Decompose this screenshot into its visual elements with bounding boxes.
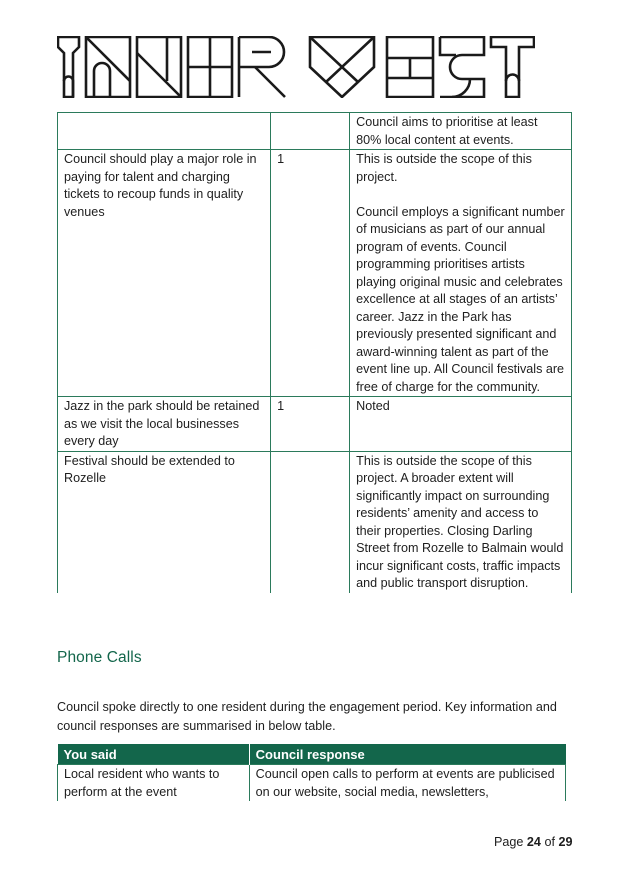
response-paragraph: Noted	[356, 399, 390, 413]
count-cell: 1	[271, 150, 350, 397]
feedback-cell	[58, 113, 271, 150]
page-label: Page	[494, 835, 524, 849]
table-row	[58, 765, 566, 802]
inner-west-logo	[57, 36, 535, 98]
response-cell	[350, 451, 572, 593]
response-paragraph: Council aims to prioritise at least 80% local content at events.	[356, 115, 538, 147]
you-said-cell: Local resident who wants to perform at the event	[58, 765, 250, 802]
table-row	[58, 397, 572, 452]
response-cell	[350, 113, 572, 150]
submissions-table	[57, 112, 572, 593]
table-header-row	[58, 744, 566, 765]
feedback-cell: Council should play a major role in paying for talent and charging tickets to recoup funds in quality venues	[58, 150, 271, 397]
phone-calls-table	[57, 744, 566, 801]
column-header-council-response: Council response	[249, 744, 565, 765]
column-header-you-said: You said	[58, 744, 250, 765]
feedback-cell: Jazz in the park should be retained as we visit the local businesses every day	[58, 397, 271, 452]
current-page: 24	[526, 835, 541, 849]
response-paragraph: This is outside the scope of this project.	[356, 152, 532, 184]
response-cell	[350, 397, 572, 452]
section-intro: Council spoke directly to one resident during the engagement period. Key information and council responses are summarised in below table.	[57, 700, 557, 733]
response-cell	[350, 150, 572, 397]
table-row	[58, 451, 572, 593]
table-row	[58, 150, 572, 397]
feedback-cell: Festival should be extended to Rozelle	[58, 451, 271, 593]
section-heading: Phone Calls	[57, 649, 142, 666]
count-cell	[271, 451, 350, 593]
total-pages: 29	[558, 835, 573, 849]
page-number	[494, 835, 572, 849]
count-cell	[271, 113, 350, 150]
table-row	[58, 113, 572, 150]
council-response-cell: Council open calls to perform at events are publicised on our website, social media, newsletters,	[249, 765, 565, 802]
page-of: of	[544, 835, 555, 849]
response-paragraph: This is outside the scope of this project. A broader extent will significantly impact on surrounding residents’ amenity and access to their properties. Closing Darling Street from Rozelle to Balmain would incur significant costs, traffic impacts and public transport disruption.	[356, 453, 564, 590]
response-paragraph: Council employs a significant number of musicians as part of our annual program of events. Council programming prioritises artists playing original music and celebrates excellence at all stages of an artists’ career. Jazz in the Park has previously presented significant and award-winning talent as part of the event line up. All Council festivals are free of charge for the community.	[356, 204, 565, 394]
count-cell: 1	[271, 397, 350, 452]
inner-west-logo-icon	[57, 36, 535, 98]
